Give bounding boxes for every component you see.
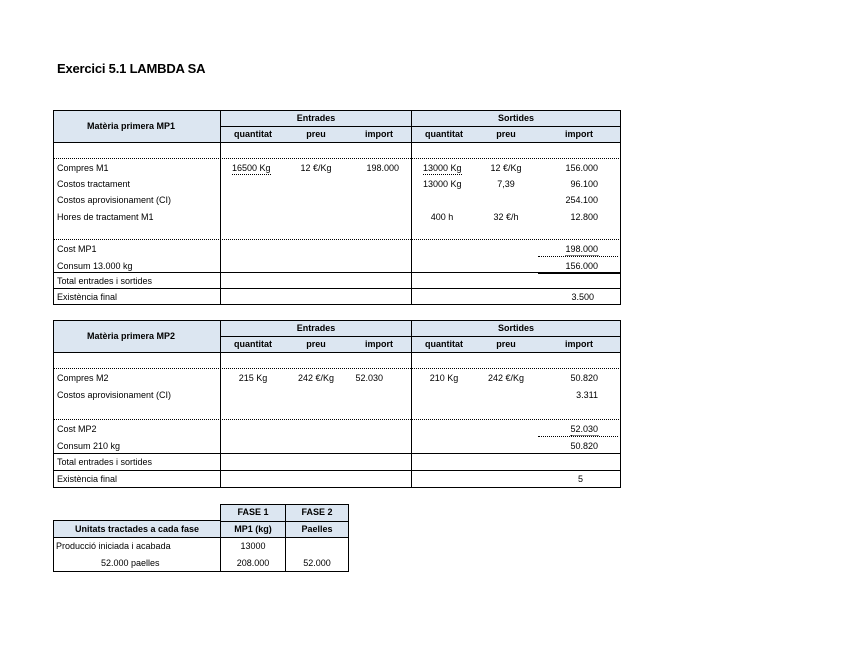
fases-row1-v1: 13000 — [240, 541, 266, 551]
mp1-compres-label: Compres M1 — [57, 163, 109, 173]
mp2-sortides-header: Sortides — [497, 323, 535, 333]
mp2-col-e-quantitat: quantitat — [234, 339, 272, 349]
mp1-compres-s-import: 156.000 — [565, 163, 598, 173]
mp2-col-s-preu: preu — [496, 339, 516, 349]
mp2-col-s-import: import — [565, 339, 593, 349]
fase1-header: FASE 1 — [237, 507, 269, 517]
mp1-tractament-label: Costos tractament — [57, 179, 131, 189]
mp1-compres-s-quantitat: 13000 Kg — [423, 163, 462, 173]
mp2-entrades-header: Entrades — [296, 323, 336, 333]
mp1-header: Matèria primera MP1 — [87, 121, 176, 131]
mp1-hores-s-import: 12.800 — [570, 212, 598, 222]
mp2-compres-label: Compres M2 — [57, 373, 109, 383]
mp1-compres-e-preu: 12 €/Kg — [300, 163, 332, 173]
fase2-header: FASE 2 — [301, 507, 333, 517]
mp2-consum-s-import: 50.820 — [570, 441, 598, 451]
fases-col-paelles: Paelles — [301, 524, 333, 534]
mp1-col-s-preu: preu — [496, 129, 516, 139]
fases-row2-v1: 208.000 — [236, 558, 270, 568]
mp1-cost-label: Cost MP1 — [57, 244, 97, 254]
mp1-compres-e-quantitat: 16500 Kg — [232, 163, 271, 173]
page-title: Exercici 5.1 LAMBDA SA — [57, 61, 206, 76]
mp2-compres-e-preu: 242 €/Kg — [297, 373, 335, 383]
mp2-consum-label: Consum 210 kg — [57, 441, 121, 451]
mp2-col-e-import: import — [365, 339, 393, 349]
mp1-col-e-preu: preu — [306, 129, 326, 139]
mp2-compres-e-quantitat: 215 Kg — [238, 373, 268, 383]
mp2-cost-label: Cost MP2 — [57, 424, 97, 434]
mp1-col-s-quantitat: quantitat — [425, 129, 463, 139]
mp1-hores-s-quantitat: 400 h — [430, 212, 454, 222]
mp1-existencia-label: Existència final — [57, 292, 118, 302]
mp1-total-label: Total entrades i sortides — [57, 276, 153, 286]
mp1-tractament-s-quantitat: 13000 Kg — [423, 179, 462, 189]
mp1-consum-s-import: 156.000 — [565, 261, 598, 271]
mp1-col-e-import: import — [365, 129, 393, 139]
mp2-compres-s-preu: 242 €/Kg — [487, 373, 525, 383]
mp1-sortides-header: Sortides — [497, 113, 535, 123]
fases-row2-label: 52.000 paelles — [101, 558, 160, 568]
mp2-col-e-preu: preu — [306, 339, 326, 349]
mp1-compres-e-import: 198.000 — [366, 163, 399, 173]
mp1-entrades-header: Entrades — [296, 113, 336, 123]
mp1-aprov-label: Costos aprovisionament (CI) — [57, 195, 172, 205]
mp1-tractament-s-preu: 7,39 — [497, 179, 515, 189]
mp2-compres-e-import: 52.030 — [355, 373, 383, 383]
mp2-compres-s-quantitat: 210 Kg — [429, 373, 459, 383]
mp1-tractament-s-import: 96.100 — [570, 179, 598, 189]
mp2-existencia-label: Existència final — [57, 474, 118, 484]
mp1-cost-s-import: 198.000 — [565, 244, 598, 254]
fases-row1-label: Producció iniciada i acabada — [56, 541, 171, 551]
mp2-col-s-quantitat: quantitat — [425, 339, 463, 349]
mp2-existencia-s-import: 5 — [577, 474, 583, 484]
mp1-existencia-s-import: 3.500 — [571, 292, 594, 302]
fases-row2-v2: 52.000 — [303, 558, 331, 568]
mp2-aprov-label: Costos aprovisionament (CI) — [57, 390, 172, 400]
mp2-total-label: Total entrades i sortides — [57, 457, 153, 467]
mp1-compres-s-preu: 12 €/Kg — [490, 163, 522, 173]
mp1-hores-s-preu: 32 €/h — [493, 212, 519, 222]
mp1-aprov-s-import: 254.100 — [565, 195, 598, 205]
mp1-hores-label: Hores de tractament M1 — [57, 212, 154, 222]
fases-header: Unitats tractades a cada fase — [74, 524, 200, 534]
mp1-col-s-import: import — [565, 129, 593, 139]
mp2-cost-s-import: 52.030 — [570, 424, 598, 434]
mp1-consum-label: Consum 13.000 kg — [57, 261, 133, 271]
mp2-header: Matèria primera MP2 — [87, 331, 176, 341]
mp2-aprov-s-import: 3.311 — [576, 390, 598, 400]
fases-col-mp1: MP1 (kg) — [234, 524, 272, 534]
mp2-compres-s-import: 50.820 — [570, 373, 598, 383]
fases-table — [53, 504, 349, 572]
mp1-col-e-quantitat: quantitat — [234, 129, 272, 139]
